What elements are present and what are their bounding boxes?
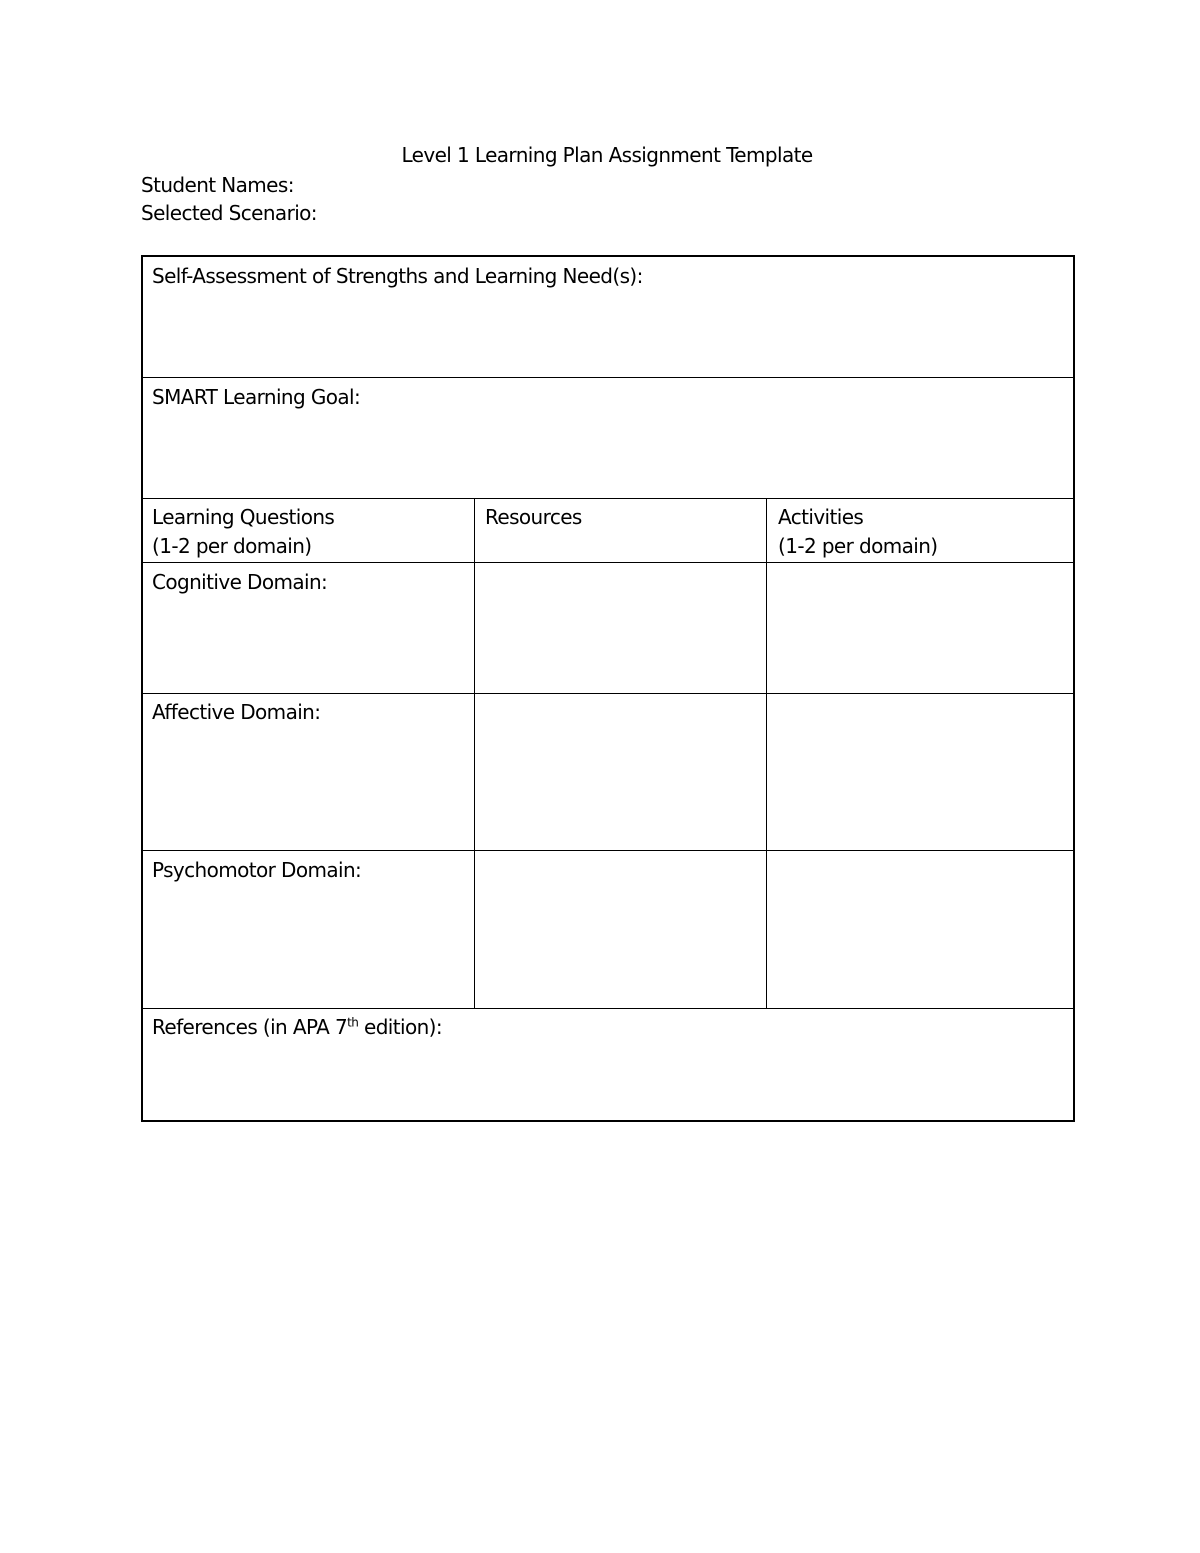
affective-activities-cell[interactable] [767, 694, 1073, 850]
document-title: Level 1 Learning Plan Assignment Template [401, 143, 813, 167]
selected-scenario-label: Selected Scenario: [141, 201, 317, 225]
cognitive-resources-cell[interactable] [475, 563, 766, 693]
cognitive-domain-label: Cognitive Domain: [152, 570, 328, 594]
smart-goal-label: SMART Learning Goal: [152, 385, 361, 409]
learning-questions-note: (1-2 per domain) [152, 534, 312, 558]
table-divider-after-smart-goal [141, 498, 1075, 499]
resources-header: Resources [485, 505, 582, 529]
activities-note: (1-2 per domain) [778, 534, 938, 558]
cognitive-activities-cell[interactable] [767, 563, 1073, 693]
affective-resources-cell[interactable] [475, 694, 766, 850]
references-label [152, 1013, 442, 1042]
self-assessment-label: Self-Assessment of Strengths and Learning Need(s): [152, 264, 643, 288]
learning-questions-header: Learning Questions [152, 505, 335, 529]
psychomotor-activities-cell[interactable] [767, 851, 1073, 1008]
psychomotor-resources-cell[interactable] [475, 851, 766, 1008]
table-border-bottom [141, 1120, 1075, 1122]
activities-header: Activities [778, 505, 864, 529]
psychomotor-domain-label: Psychomotor Domain: [152, 858, 362, 882]
table-border-right [1073, 255, 1075, 1122]
references-label-suffix: edition): [358, 1015, 443, 1039]
references-label-prefix: References (in APA 7 [152, 1015, 348, 1039]
references-label-superscript: th [347, 1015, 359, 1030]
affective-domain-label: Affective Domain: [152, 700, 321, 724]
student-names-label: Student Names: [141, 173, 294, 197]
